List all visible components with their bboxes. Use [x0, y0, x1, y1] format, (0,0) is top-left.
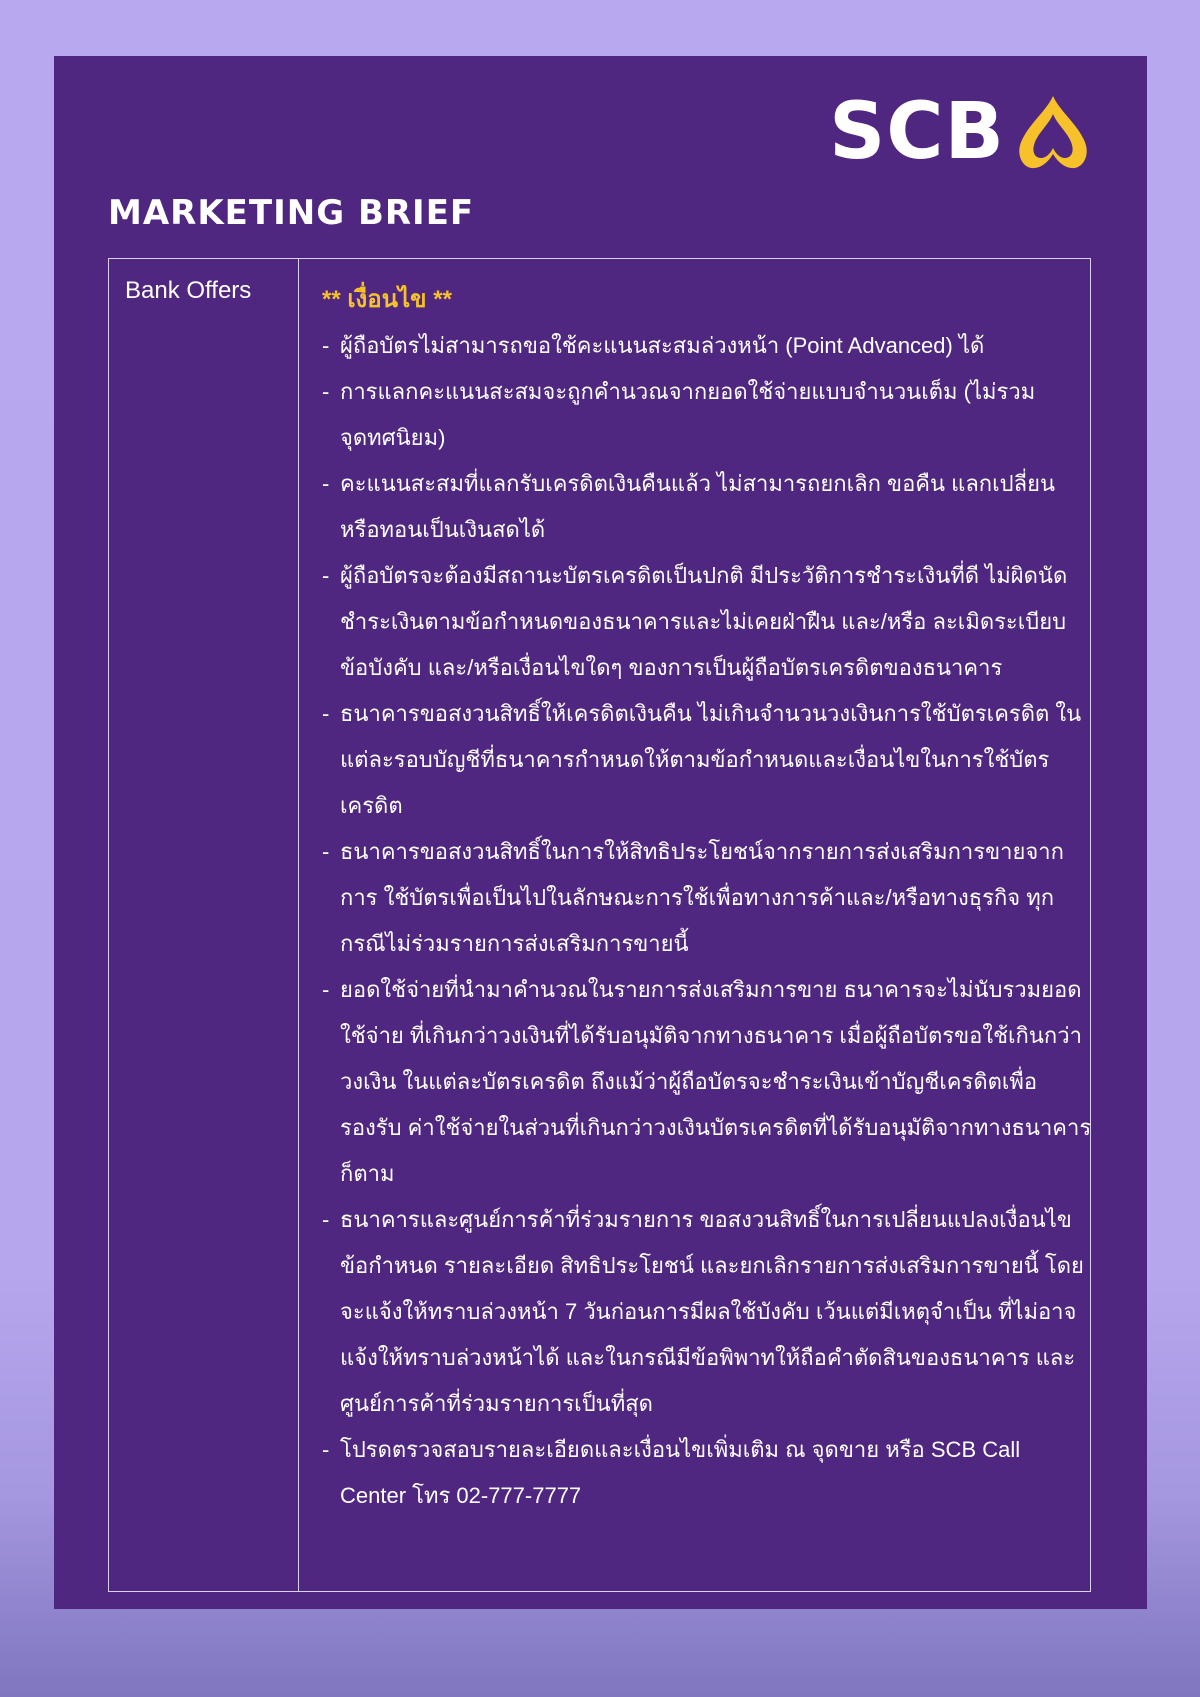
terms-heading: ** เงื่อนไข ** — [322, 286, 452, 313]
bullet-dash: - — [322, 471, 330, 496]
term-text: คะแนนสะสมที่แลกรับเครดิตเงินคืนแล้ว ไม่สามารถยกเลิก ขอคืน แลกเปลี่ยน หรือทอนเป็นเงินสดได้ — [340, 471, 1056, 542]
terms-cell — [322, 277, 1092, 1519]
offer-terms-table — [108, 258, 1091, 1592]
term-text: ผู้ถือบัตรจะต้องมีสถานะบัตรเครดิตเป็นปกติ มีประวัติการชำระเงินที่ดี ไม่ผิดนัดชำระเงินตามข้อกำหนดของธนาคารและไม่เคยฝ่าฝืน และ/หรือ ละเมิดระเบียบข้อบังคับ และ/หรือเงื่อนไขใดๆ ของการเป็นผู้ถือบัตรเครดิตของธนาคาร — [340, 563, 1068, 680]
scb-logo-text: SCB — [829, 87, 1005, 177]
bullet-dash: - — [322, 1437, 330, 1462]
bullet-dash: - — [322, 563, 330, 588]
column-divider — [298, 259, 299, 1591]
term-text: ธนาคารขอสงวนสิทธิ์ให้เครดิตเงินคืน ไม่เกินจำนวนวงเงินการใช้บัตรเครดิต ในแต่ละรอบบัญชีที่ธนาคารกำหนดให้ตามข้อกำหนดและเงื่อนไขในการใช้บัตรเครดิต — [340, 701, 1082, 818]
bullet-dash: - — [322, 839, 330, 864]
term-text: ผู้ถือบัตรไม่สามารถขอใช้คะแนนสะสมล่วงหน้า (Point Advanced) ได้ — [340, 333, 985, 358]
row-label-bank-offers: Bank Offers — [125, 277, 252, 304]
bullet-dash: - — [322, 379, 330, 404]
terms-list-item — [322, 967, 1092, 1197]
terms-list-item — [322, 553, 1092, 691]
term-text: การแลกคะแนนสะสมจะถูกคำนวณจากยอดใช้จ่ายแบบจำนวนเต็ม (ไม่รวมจุดทศนิยม) — [340, 379, 1036, 450]
terms-list-item — [322, 1197, 1092, 1427]
terms-list-item — [322, 369, 1092, 461]
scb-shell-icon — [1013, 92, 1093, 172]
scb-logo — [829, 87, 1093, 177]
terms-list-item — [322, 323, 1092, 369]
bullet-dash: - — [322, 333, 330, 358]
bullet-dash: - — [322, 701, 330, 726]
term-text: ธนาคารและศูนย์การค้าที่ร่วมรายการ ขอสงวนสิทธิ์ในการเปลี่ยนแปลงเงื่อนไข ข้อกำหนด รายละเอียด สิทธิประโยชน์ และยกเลิกรายการส่งเสริมการขายนี้ โดยจะแจ้งให้ทราบล่วงหน้า 7 วันก่อนการมีผลใช้บังคับ เว้นแต่มีเหตุจำเป็น ที่ไม่อาจแจ้งให้ทราบล่วงหน้าได้ และในกรณีมีข้อพิพาทให้ถือคำตัดสินของธนาคาร และศูนย์การค้าที่ร่วมรายการเป็นที่สุด — [340, 1207, 1084, 1416]
terms-list-item — [322, 829, 1092, 967]
marketing-brief-panel — [54, 56, 1147, 1609]
term-text: ธนาคารขอสงวนสิทธิ์ในการให้สิทธิประโยชน์จากรายการส่งเสริมการขายจากการ ใช้บัตรเพื่อเป็นไปในลักษณะการใช้เพื่อทางการค้าและ/หรือทางธุรกิจ ทุกกรณีไม่ร่วมรายการส่งเสริมการขายนี้ — [340, 839, 1064, 956]
terms-list-item — [322, 1427, 1092, 1519]
term-text: ยอดใช้จ่ายที่นำมาคำนวณในรายการส่งเสริมการขาย ธนาคารจะไม่นับรวมยอดใช้จ่าย ที่เกินกว่าวงเงินที่ได้รับอนุมัติจากทางธนาคาร เมื่อผู้ถือบัตรขอใช้เกินกว่าวงเงิน ในแต่ละบัตรเครดิต ถึงแม้ว่าผู้ถือบัตรจะชำระเงินเข้าบัญชีเครดิตเพื่อรองรับ ค่าใช้จ่ายในส่วนที่เกินกว่าวงเงินบัตรเครดิตที่ได้รับอนุมัติจากทางธนาคารก็ตาม — [340, 977, 1092, 1186]
bullet-dash: - — [322, 1207, 330, 1232]
terms-list — [322, 323, 1092, 1519]
terms-list-item — [322, 691, 1092, 829]
term-text: โปรดตรวจสอบรายละเอียดและเงื่อนไขเพิ่มเติม ณ จุดขาย หรือ SCB Call Center โทร 02-777-7777 — [340, 1437, 1021, 1508]
bullet-dash: - — [322, 977, 330, 1002]
page-title: MARKETING BRIEF — [108, 193, 475, 233]
terms-list-item — [322, 461, 1092, 553]
